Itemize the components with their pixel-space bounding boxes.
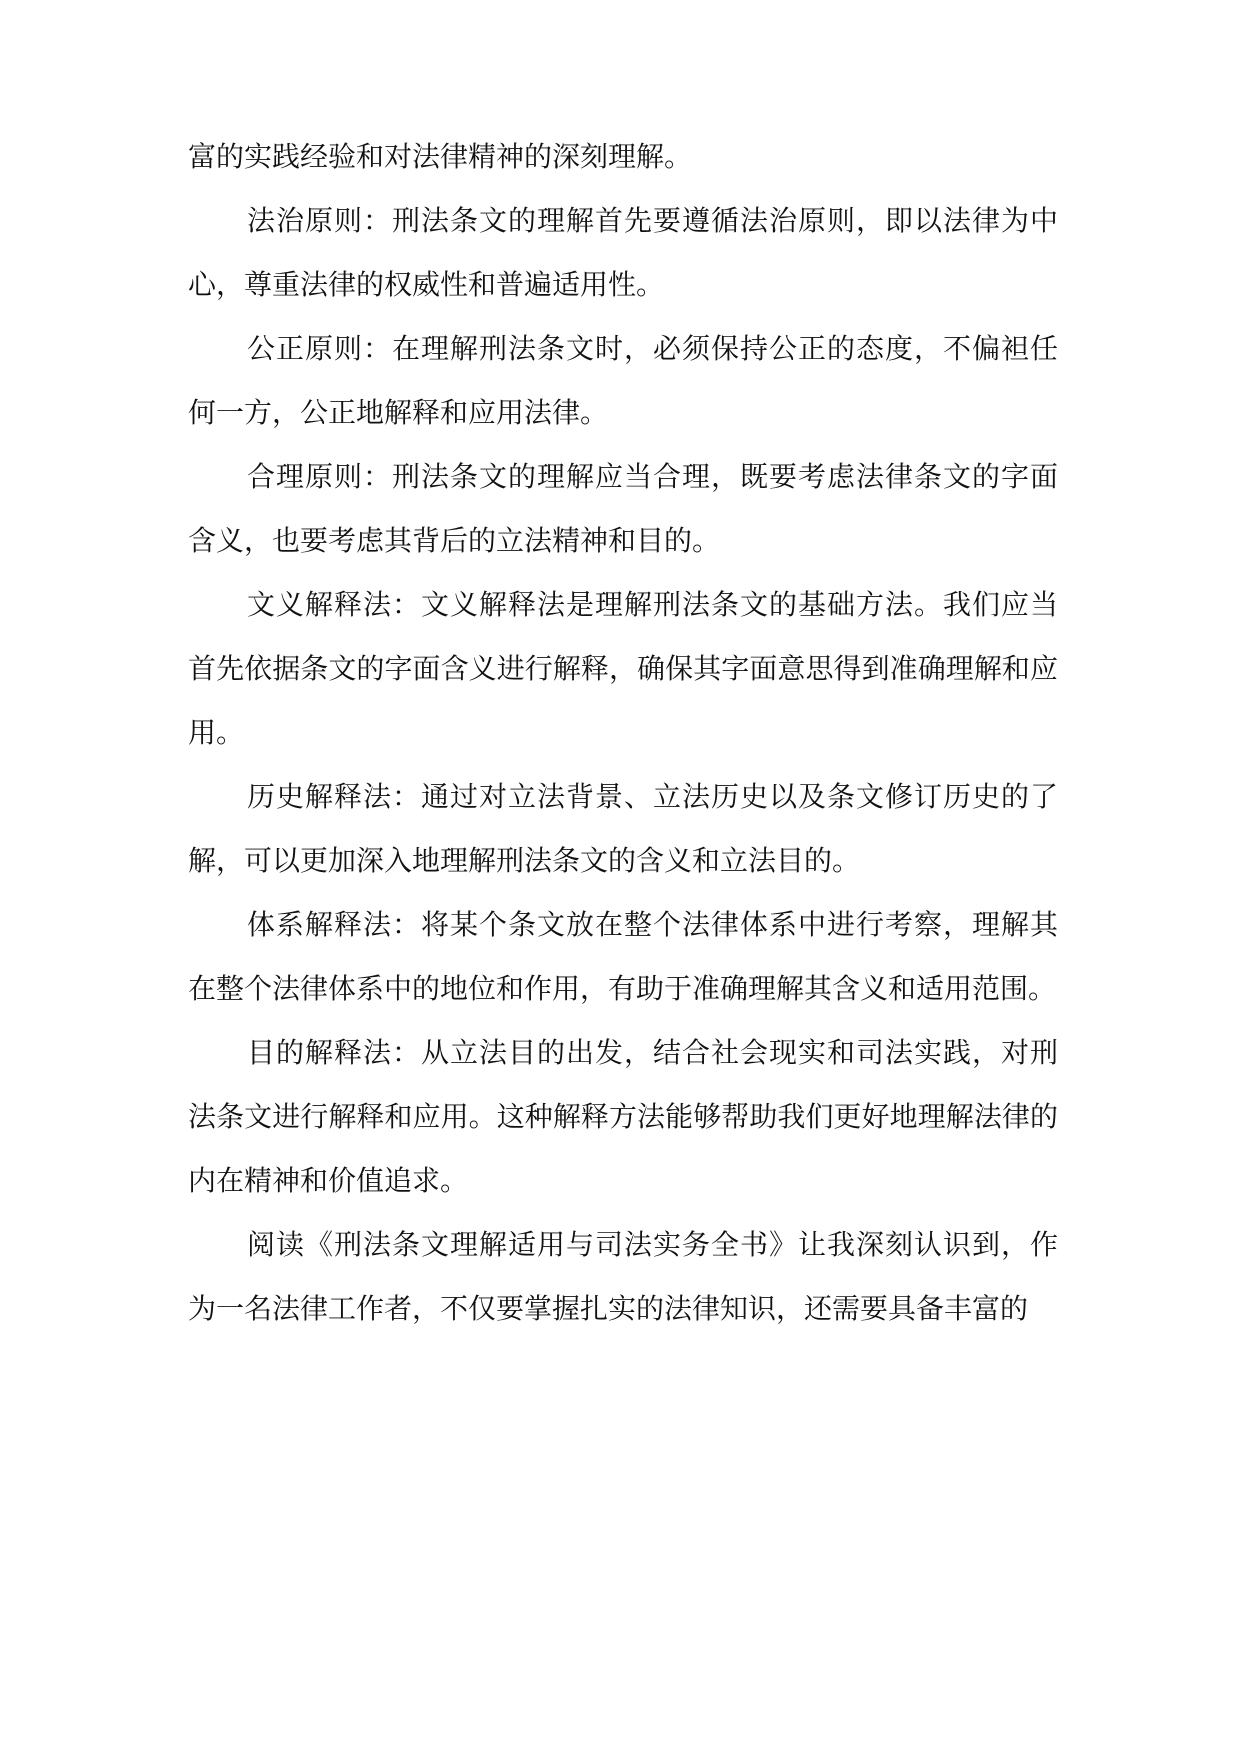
paragraph-systematic-interpretation: 体系解释法：将某个条文放在整个法律体系中进行考察，理解其在整个法律体系中的地位和作用，有助于准确理解其含义和适用范围。	[188, 908, 1058, 1005]
paragraph-historical-interpretation: 历史解释法：通过对立法背景、立法历史以及条文修订历史的了解，可以更加深入地理解刑法条文的含义和立法目的。	[188, 780, 1058, 877]
paragraph-reading-reflection: 阅读《刑法条文理解适用与司法实务全书》让我深刻认识到，作为一名法律工作者，不仅要掌握扎实的法律知识，还需要具备丰富的	[188, 1228, 1058, 1325]
paragraph-purposive-interpretation: 目的解释法：从立法目的出发，结合社会现实和司法实践，对刑法条文进行解释和应用。这种解释方法能够帮助我们更好地理解法律的内在精神和价值追求。	[188, 1036, 1058, 1197]
paragraph-literal-interpretation: 文义解释法：文义解释法是理解刑法条文的基础方法。我们应当首先依据条文的字面含义进行解释，确保其字面意思得到准确理解和应用。	[188, 588, 1058, 749]
paragraph-reasonableness: 合理原则：刑法条文的理解应当合理，既要考虑法律条文的字面含义，也要考虑其背后的立法精神和目的。	[188, 460, 1058, 557]
paragraph-rule-of-law: 法治原则：刑法条文的理解首先要遵循法治原则，即以法律为中心，尊重法律的权威性和普遍适用性。	[188, 204, 1058, 301]
paragraph-continuation: 富的实践经验和对法律精神的深刻理解。	[188, 140, 693, 173]
body-text	[188, 125, 1058, 1341]
paragraph-fairness: 公正原则：在理解刑法条文时，必须保持公正的态度，不偏袒任何一方，公正地解释和应用法律。	[188, 332, 1058, 429]
